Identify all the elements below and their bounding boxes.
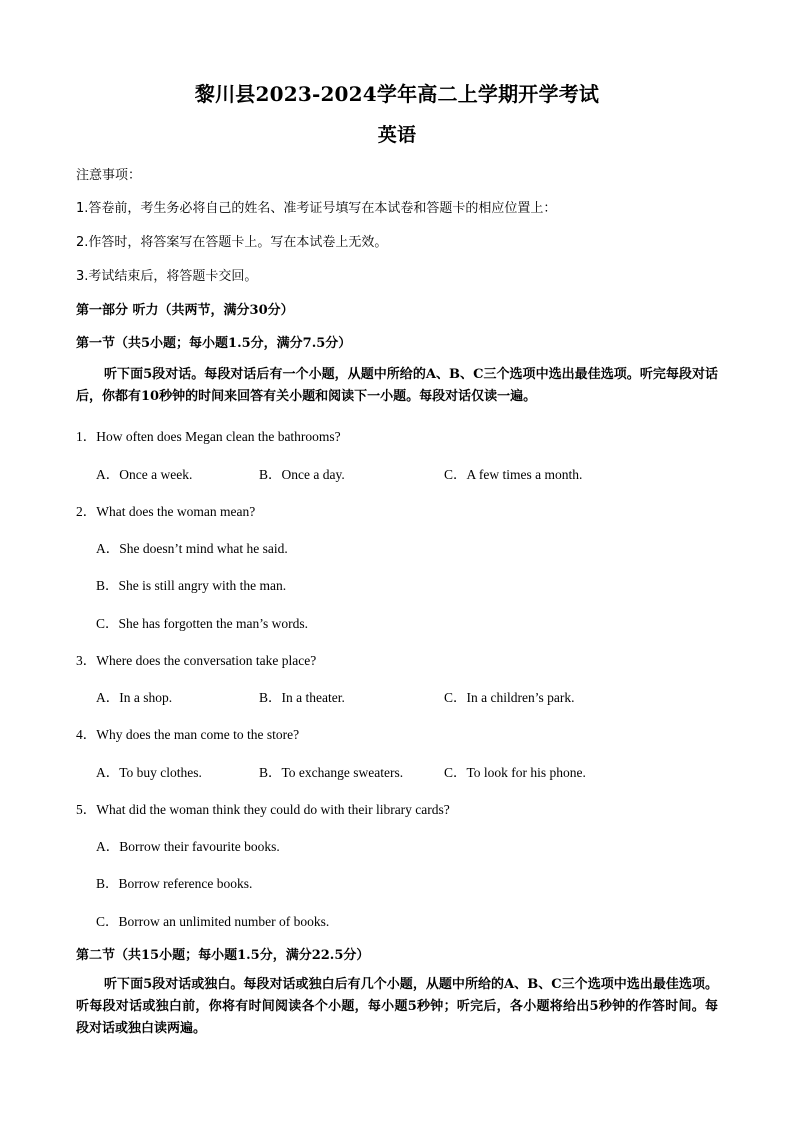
question-3-option-a: A．In a shop. [96, 690, 173, 705]
question-4-option-a: A．To buy clothes. [96, 765, 202, 780]
question-5-option-b: B．Borrow reference books. [96, 876, 253, 891]
question-3-option-b: B．In a theater. [259, 690, 345, 705]
section2-heading: 第二节（共15小题；每小题1.5分，满分22.5分） [76, 948, 370, 963]
section1-heading: 第一节（共5小题；每小题1.5分，满分7.5分） [76, 336, 352, 351]
question-2-stem: 2．What does the woman mean? [76, 504, 256, 519]
question-1-option-b: B．Once a day. [259, 467, 345, 482]
question-1-stem: 1．How often does Megan clean the bathrooms? [76, 429, 341, 444]
section1-instructions: 听下面5段对话。每段对话后有一个小题，从题中所给的A、B、C三个选项中选出最佳选项。听完每段对话后，你都有10秒钟的时间来回答有关小题和阅读下一小题。每段对话仅读一遍。 [76, 367, 718, 404]
question-4-option-c: C．To look for his phone. [444, 765, 586, 780]
question-2-option-a: A．She doesn’t mind what he said. [96, 541, 288, 556]
question-2-option-c: C．She has forgotten the man’s words. [96, 616, 308, 631]
question-1-option-c: C．A few times a month. [444, 467, 583, 482]
question-5-option-c: C．Borrow an unlimited number of books. [96, 914, 330, 929]
question-2-option-b: B．She is still angry with the man. [96, 578, 287, 593]
notice-item-2: 2.作答时，将答案写在答题卡上。写在本试卷上无效。 [76, 235, 388, 250]
notice-item-3: 3.考试结束后，将答题卡交回。 [76, 269, 258, 284]
question-1-option-a: A．Once a week. [96, 467, 193, 482]
notice-heading: 注意事项： [76, 168, 142, 183]
question-5-option-a: A．Borrow their favourite books. [96, 839, 280, 854]
part1-heading: 第一部分 听力（共两节，满分30分） [76, 303, 294, 318]
notice-item-1: 1.答卷前，考生务必将自己的姓名、准考证号填写在本试卷和答题卡的相应位置上： [76, 201, 557, 216]
subject-title: 英语 [377, 124, 417, 146]
question-4-stem: 4．Why does the man come to the store? [76, 727, 300, 742]
question-3-option-c: C．In a children’s park. [444, 690, 575, 705]
exam-title: 黎川县2023-2024学年高二上学期开学考试 [194, 82, 600, 106]
section2-instructions: 听下面5段对话或独白。每段对话或独白后有几个小题，从题中所给的A、B、C三个选项中选出最佳选项。听每段对话或独白前，你将有时间阅读各个小题，每小题5秒钟；听完后，各小题将给出5秒钟的作答时间。每段对话或独白读两遍。 [76, 977, 718, 1036]
question-4-option-b: B．To exchange sweaters. [259, 765, 404, 780]
question-3-stem: 3．Where does the conversation take place? [76, 653, 317, 668]
question-5-stem: 5．What did the woman think they could do with their library cards? [76, 802, 450, 817]
